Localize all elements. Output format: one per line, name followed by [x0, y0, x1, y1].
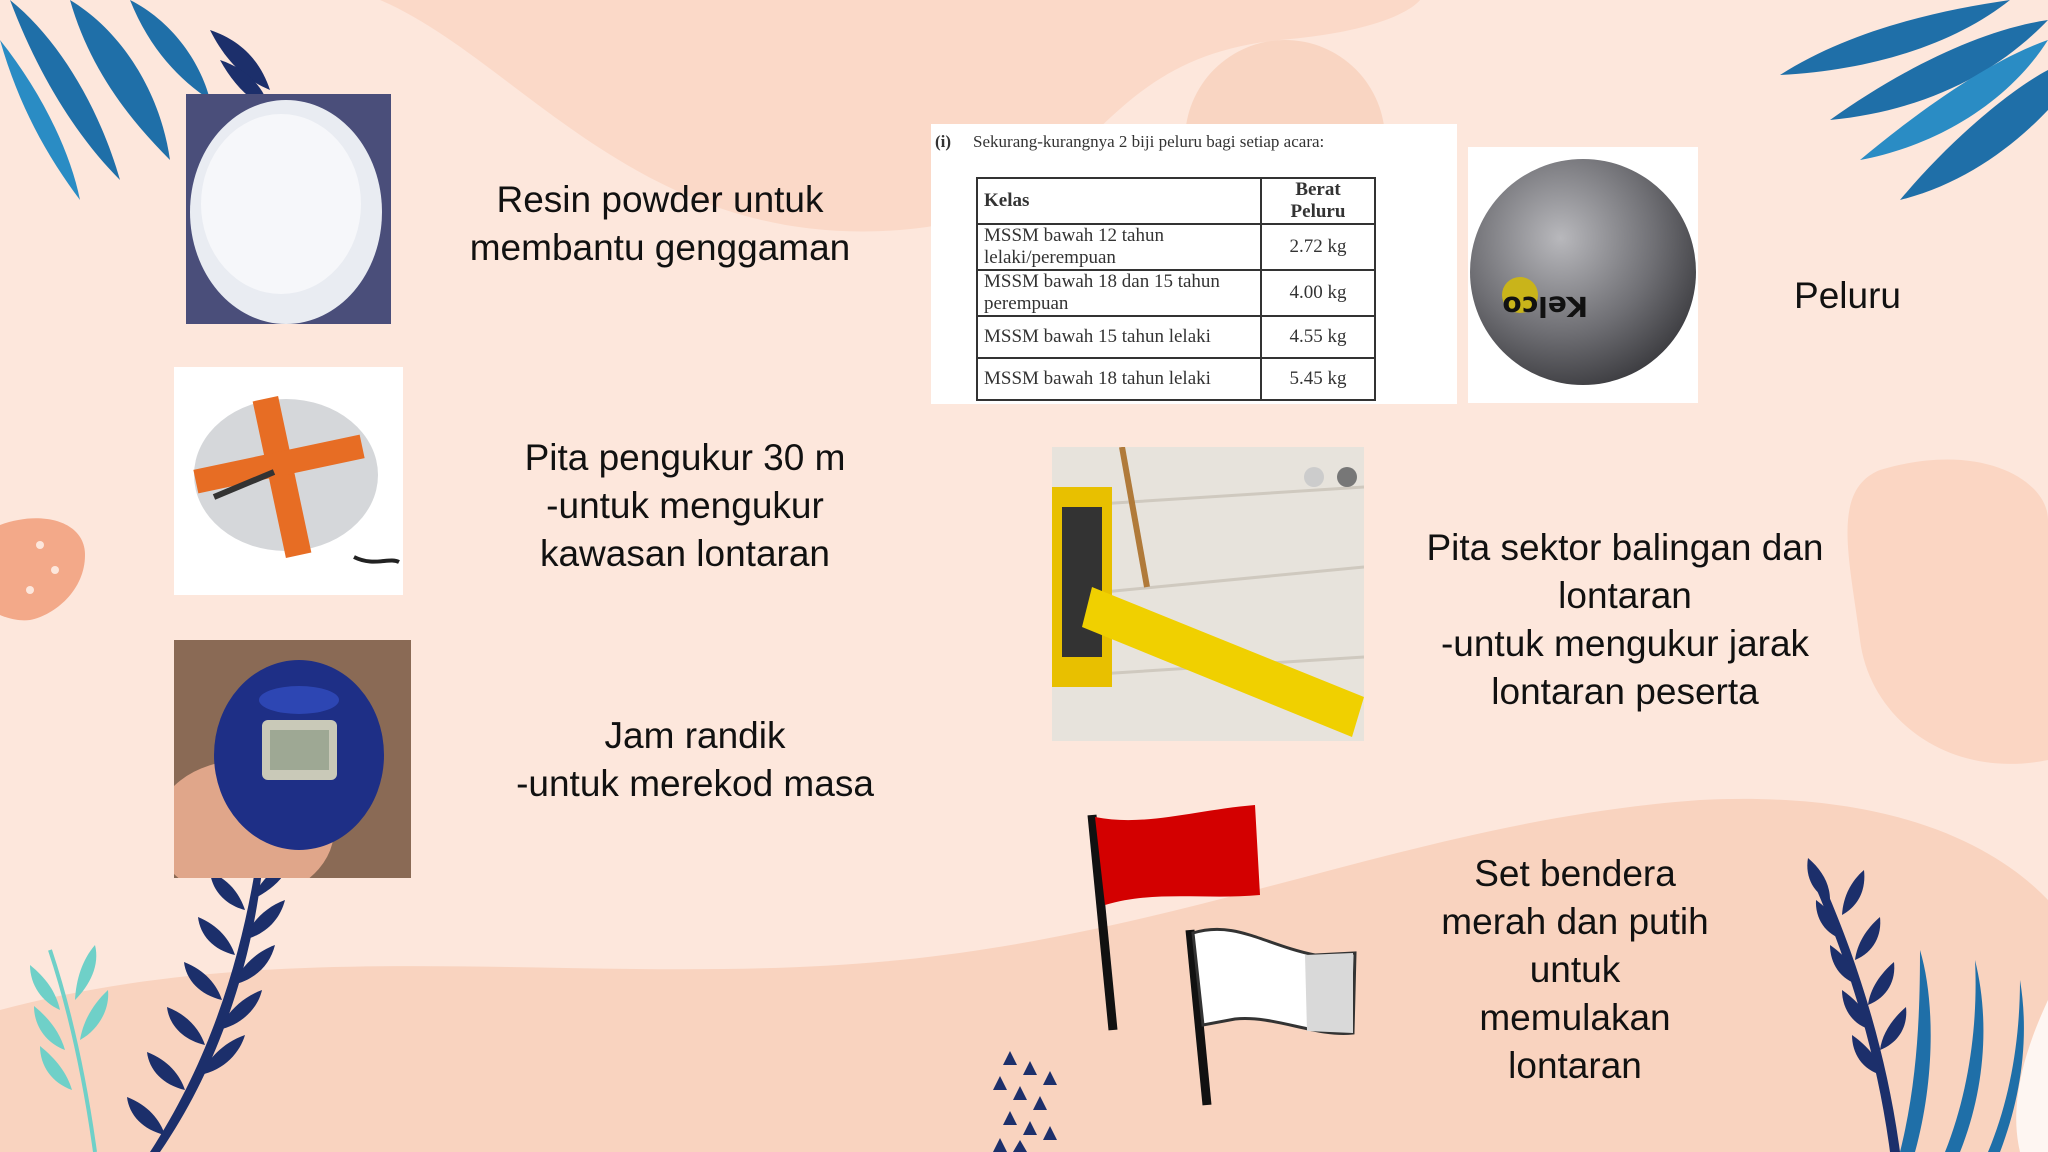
leaf-top-left-icon: [0, 0, 210, 200]
measuring-tape-30m-label: Pita pengukur 30 m -untuk mengukur kawasan lontaran: [524, 437, 846, 574]
flags-illustration: [1085, 805, 1360, 1110]
shot-put-label: Peluru: [1794, 275, 1901, 316]
stopwatch-label: Jam randik -untuk merekod masa: [516, 715, 874, 804]
table-row: MSSM bawah 12 tahun lelaki/perempuan 2.72 kg: [977, 224, 1375, 270]
table-caption: (i) Sekurang-kurangnya 2 biji peluru bagi setiap acara:: [935, 132, 1325, 151]
shot-weight-table-image: [931, 124, 1457, 404]
table-header-weight: Berat Peluru: [1261, 178, 1375, 224]
leaf-top-right-icon: [1780, 0, 2048, 200]
shot-put-photo: [1468, 147, 1698, 403]
table-row: MSSM bawah 18 dan 15 tahun perempuan 4.00 kg: [977, 270, 1375, 316]
measuring-tape-30m-photo: [174, 367, 403, 595]
table-header-row: [977, 178, 1375, 224]
table-row: MSSM bawah 18 tahun lelaki 5.45 kg: [977, 358, 1375, 400]
stopwatch-photo: [174, 640, 411, 878]
red-flag-icon: [1095, 805, 1260, 905]
table-row: MSSM bawah 15 tahun lelaki 4.55 kg: [977, 316, 1375, 358]
sector-tape-label: Pita sektor balingan dan lontaran -untuk mengukur jarak lontaran peserta: [1426, 527, 1824, 712]
sector-tape-photo: [1052, 447, 1364, 741]
background-blob-right: [1848, 460, 2048, 764]
flags-label: Set bendera merah dan putih untuk memulakan lontaran: [1441, 853, 1709, 1086]
resin-powder-photo: [186, 94, 391, 324]
shot-weight-table: [976, 177, 1376, 401]
monstera-leaf-left-icon: [0, 518, 85, 620]
resin-powder-label: Resin powder untuk membantu genggaman: [469, 179, 851, 268]
table-header-class: Kelas: [977, 178, 1261, 224]
shot-brand-text: Kelco: [1502, 290, 1588, 323]
